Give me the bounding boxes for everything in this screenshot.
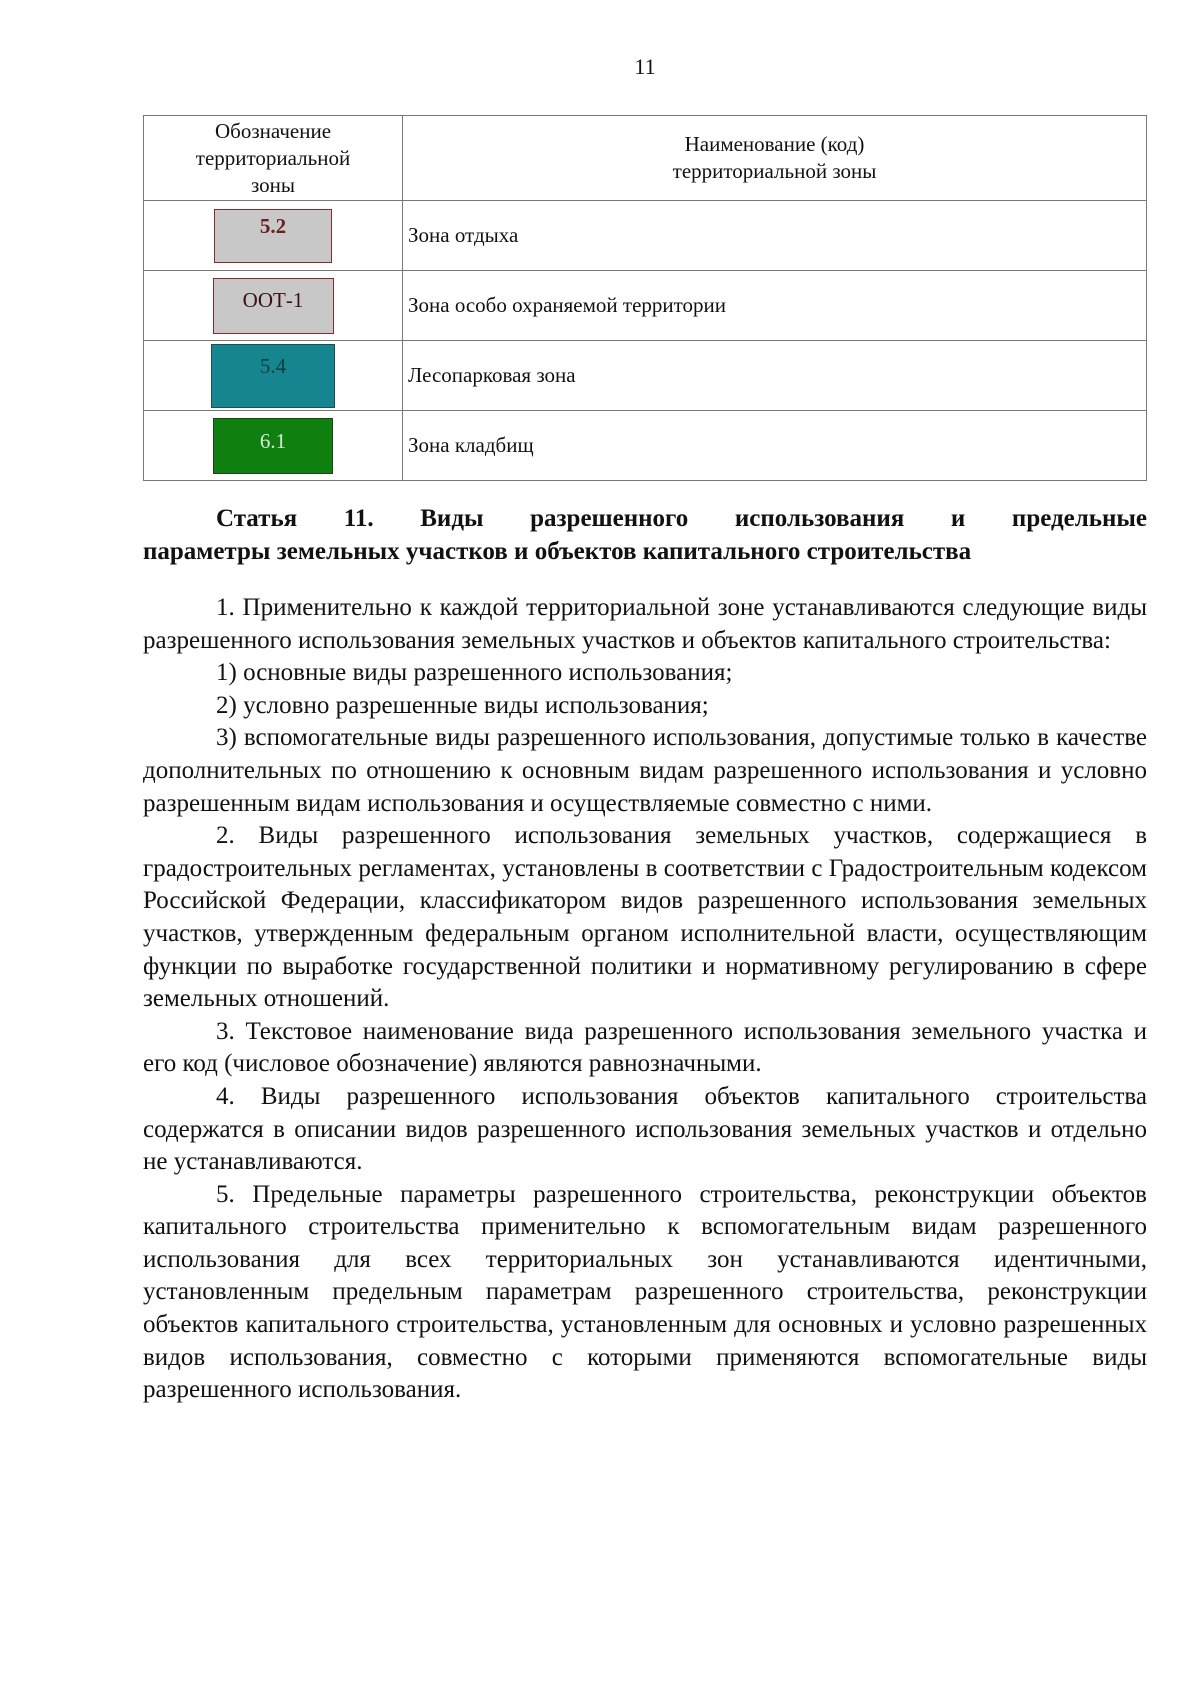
zone-swatch: 6.1 — [213, 418, 333, 474]
paragraph: 1. Применительно к каждой территориальной зоне устанавливаются следующие виды разрешенного использования земельных участков и объектов капитального строительства: — [143, 594, 1147, 654]
zone-name-cell: Зона отдыха — [403, 201, 1147, 271]
table-row — [144, 201, 1147, 271]
zone-name-cell: Лесопарковая зона — [403, 341, 1147, 411]
paragraph: 2. Виды разрешенного использования земельных участков, содержащиеся в градостроительных регламентах, установлены в соответствии с Градостроительным кодексом Российской Федерации, классификатором видов разрешенного использования земельных участков, утвержденным федеральным органом исполнительной власти, осуществляющим функции по выработке государственной политики и нормативному регулированию в сфере земельных отношений. — [143, 822, 1147, 1013]
header-code-text: Обозначение территориальной зоны — [195, 118, 351, 197]
article-title — [143, 502, 1147, 568]
zone-code-cell — [144, 411, 403, 481]
header-code — [144, 116, 403, 201]
zone-name-cell: Зона кладбищ — [403, 411, 1147, 481]
zone-name-cell: Зона особо охраняемой территории — [403, 271, 1147, 341]
article-title-line-1: Статья 11. Виды разрешенного использования и предельные — [216, 505, 1147, 532]
zone-code-cell — [144, 201, 403, 271]
paragraph: 3. Текстовое наименование вида разрешенного использования земельного участка и его код (числовое обозначение) являются равнозначными. — [143, 1017, 1147, 1078]
zone-code-cell — [144, 341, 403, 411]
article-title-line-2: параметры земельных участков и объектов капитального строительства — [143, 538, 972, 565]
paragraph: 5. Предельные параметры разрешенного строительства, реконструкции объектов капитального строительства применительно к вспомогательным видам разрешенного использования для всех территориальных зон устанавливаются идентичными, установленным предельным параметрам разрешенного строительства, реконструкции объектов капитального строительства, установленным для основных и условно разрешенных видов использования, совместно с которыми применяются вспомогательные виды разрешенного использования. — [143, 1180, 1147, 1404]
article-body — [143, 592, 1147, 1407]
header-name-text: Наименование (код) территориальной зоны — [672, 132, 877, 183]
page-number: 11 — [634, 54, 656, 79]
paragraph: 3) вспомогательные виды разрешенного использования, допустимые только в качестве дополнительных по отношению к основным видам разрешенного использования и условно разрешенным видам использования и осуществляемые совместно с ними. — [143, 724, 1147, 817]
header-name — [403, 116, 1147, 201]
zone-swatch: ООТ-1 — [213, 278, 334, 334]
paragraph: 1) основные виды разрешенного использования; — [216, 659, 733, 687]
paragraph: 4. Виды разрешенного использования объектов капитального строительства содержатся в описании видов разрешенного использования земельных участков и отдельно не устанавливаются. — [143, 1082, 1147, 1176]
zones-table — [143, 115, 1147, 481]
table-header-row — [144, 116, 1147, 201]
table-row — [144, 341, 1147, 411]
zone-swatch: 5.2 — [214, 209, 332, 263]
zone-code-cell — [144, 271, 403, 341]
table-row — [144, 271, 1147, 341]
zone-swatch: 5.4 — [211, 344, 335, 408]
table-row — [144, 411, 1147, 481]
paragraph: 2) условно разрешенные виды использования; — [216, 691, 709, 719]
